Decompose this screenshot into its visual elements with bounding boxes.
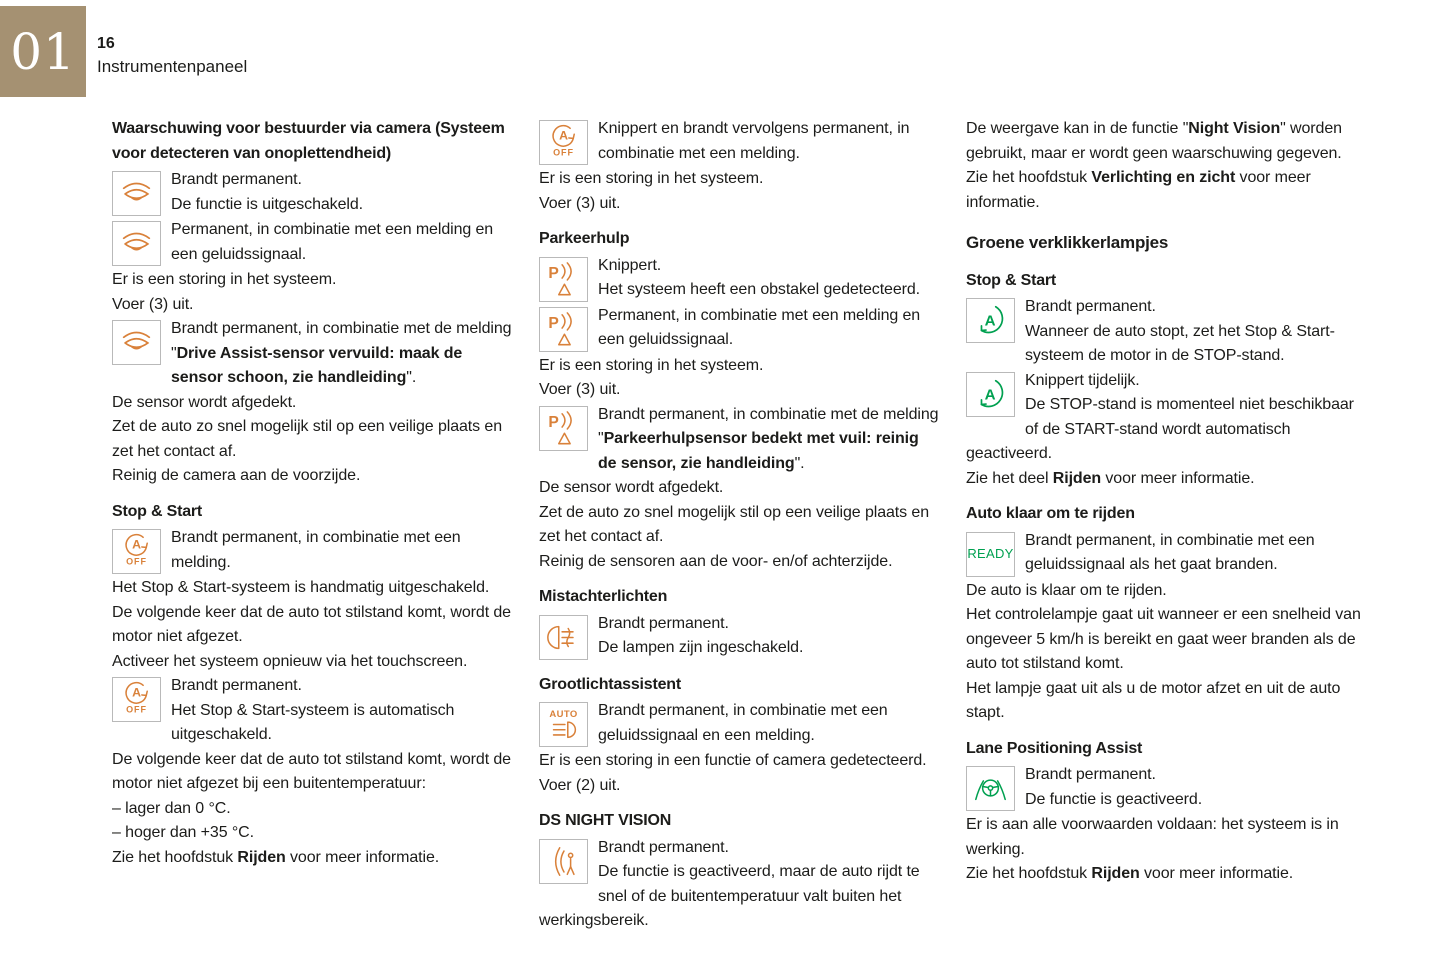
stop-start-green-icon [966,372,1015,417]
driver-attention-camera-icon [112,221,161,266]
page-content [112,117,1368,934]
stop-start-green-icon [966,298,1015,343]
driver-attention-camera-icon [112,320,161,365]
text-line: De functie is geactiveerd. [1025,790,1203,808]
page-section-title: Instrumentenpaneel [97,57,248,76]
indicator-block [966,529,1368,578]
text-line: De functie is geactiveerd, maar de auto rijdt te snel of de buitentemperatuur valt buiten het werkingsbereik. [539,863,920,929]
indicator-block [966,369,1368,467]
heading-lane-positioning-assist: Lane Positioning Assist [966,739,1143,757]
text-line: De lampen zijn ingeschakeld. [598,639,804,656]
text-line: Brandt permanent, in combinatie met een melding. [171,529,461,571]
paragraph: Zet de auto zo snel mogelijk stil op een veilige plaats en zet het contact af. [112,418,502,460]
heading-high-beam-assist: Grootlichtassistent [539,675,682,693]
indicator-block [966,295,1368,369]
text: Zie het hoofdstuk [966,865,1092,882]
paragraph: Er is een storing in een functie of camera gedetecteerd. [539,752,927,769]
chapter-reference: Rijden [1091,865,1140,882]
indicator-block [539,403,941,477]
indicator-block [539,117,941,166]
text-line: Brandt permanent. [1025,766,1156,783]
indicator-description [539,836,941,934]
chapter-reference: Rijden [1052,469,1102,487]
stop-start-off-icon [112,677,161,722]
indicator-description [966,295,1368,369]
heading-ready-to-drive: Auto klaar om te rijden [966,505,1135,522]
indicator-block [966,763,1368,812]
paragraph [966,117,1368,166]
heading-ds-night-vision: DS NIGHT VISION [539,812,672,829]
paragraph [112,846,514,871]
text: voor meer informatie. [1139,865,1294,882]
text-line: Brandt permanent. [171,677,302,694]
parking-assist-icon [539,307,588,352]
text: ". [794,454,805,472]
indicator-description [539,612,941,661]
indicator-block [539,836,941,934]
chapter-reference: Verlichting en zicht [1091,169,1236,186]
paragraph: Er is aan alle voorwaarden voldaan: het systeem is in werking. [966,816,1339,858]
paragraph: Het Stop & Start-systeem is handmatig uitgeschakeld. [112,579,490,596]
text: Brandt permanent, in combinatie met de melding " [171,320,512,362]
paragraph: De auto is klaar om te rijden. [966,581,1167,599]
paragraph [966,166,1368,215]
heading-parking-assist: Parkeerhulp [539,230,630,247]
driver-attention-camera-icon [112,171,161,216]
indicator-block [539,612,941,661]
auto-high-beam-icon [539,702,588,747]
indicator-block [539,254,941,303]
paragraph: De volgende keer dat de auto tot stilstand komt, wordt de motor niet afgezet bij een buitentemperatuur: [112,750,511,792]
text: voor meer informatie. [1101,469,1255,487]
indicator-description [112,218,514,267]
paragraph: Er is een storing in het systeem. [539,356,764,374]
paragraph: De sensor wordt afgedekt. [112,393,297,411]
warning-message-text: Drive Assist-sensor vervuild: maak de sensor schoon, zie handleiding [171,344,463,386]
text: Zie het hoofdstuk [966,169,1092,186]
text-line: Brandt permanent, in combinatie met een geluidssignaal als het gaat branden. [1025,531,1315,573]
paragraph: Het controlelampje gaat uit wanneer er een snelheid van ongeveer 5 km/h is bereikt en gaat weer branden als de auto tot stilstand komt. [966,606,1361,672]
parking-assist-icon [539,406,588,451]
indicator-description [539,254,941,303]
text-line: Wanneer de auto stopt, zet het Stop & Start-systeem de motor in de STOP-stand. [1025,322,1335,364]
indicator-description [539,699,941,748]
indicator-description [112,526,514,575]
text-line: De STOP-stand is momenteel niet beschikbaar of de START-stand wordt automatisch geactiveerd. [966,396,1354,462]
indicator-block [112,218,514,267]
indicator-block [112,526,514,575]
lane-positioning-assist-icon [966,766,1015,811]
stop-start-off-icon [112,529,161,574]
indicator-description [539,304,941,353]
heading-stop-start: Stop & Start [112,502,203,520]
text: Brandt permanent, in combinatie met de melding " [598,405,939,447]
page-number: 16 [97,35,115,52]
paragraph: Er is een storing in het systeem. [539,170,764,187]
warning-message-text: Parkeerhulpsensor bedekt met vuil: reinig de sensor, zie handleiding [598,430,919,472]
paragraph [966,467,1368,492]
text-line: Brandt permanent, in combinatie met een geluidssignaal en een melding. [598,702,888,744]
paragraph: Het lampje gaat uit als u de motor afzet en uit de auto stapt. [966,679,1341,721]
heading-driver-attention-warning: Waarschuwing voor bestuurder via camera (Systeem voor detecteren van onoplettendheid) [112,120,505,162]
text: voor meer informatie. [285,848,440,866]
stop-start-off-icon [539,120,588,165]
heading-stop-start-green: Stop & Start [966,271,1057,289]
paragraph: Voer (3) uit. [112,295,194,313]
heading-rear-fog-lights: Mistachterlichten [539,588,668,605]
paragraph: Voer (3) uit. [539,194,621,212]
text: Zie het hoofdstuk [112,848,238,866]
rear-fog-light-icon [539,615,588,660]
ready-icon [966,532,1015,577]
text-line: Het Stop & Start-systeem is automatisch uitgeschakeld. [171,701,455,743]
paragraph: Reinig de sensoren aan de voor- en/of achterzijde. [539,552,893,570]
section-heading-green-indicators: Groene verklikkerlampjes [966,233,1169,252]
text: Zie het deel [966,469,1053,487]
indicator-description [966,369,1368,467]
text-line: Het systeem heeft een obstakel gedetecteerd. [598,281,921,298]
list-item: – hoger dan +35 °C. [112,824,254,841]
column-1 [112,117,514,934]
text: De weergave kan in de functie " [966,120,1189,137]
text-line: Permanent, in combinatie met een melding en een geluidssignaal. [598,306,921,348]
chapter-reference: Rijden [237,848,286,866]
indicator-description [539,403,941,477]
parking-assist-icon [539,257,588,302]
paragraph [966,862,1368,887]
text: " worden gebruikt, maar er wordt geen waarschuwing gegeven. [966,120,1342,162]
text-line: Brandt permanent. [598,838,729,856]
column-3 [966,117,1368,934]
indicator-block [112,674,514,748]
indicator-block [112,168,514,217]
text-line: Brandt permanent. [171,171,302,188]
indicator-description [112,168,514,217]
text-line: Permanent, in combinatie met een melding en een geluidssignaal. [171,221,494,263]
list-item: – lager dan 0 °C. [112,799,231,817]
indicator-description [112,674,514,748]
paragraph: Zet de auto zo snel mogelijk stil op een veilige plaats en zet het contact af. [539,503,929,545]
indicator-description [539,117,941,166]
indicator-block [112,317,514,391]
indicator-description [966,763,1368,812]
indicator-block [539,699,941,748]
ready-icon-label: READY [967,545,1014,561]
paragraph: Activeer het systeem opnieuw via het touchscreen. [112,652,468,670]
text: voor meer informatie. [966,169,1311,211]
indicator-description [112,317,514,391]
text: ". [406,369,417,386]
function-reference: Night Vision [1188,120,1281,137]
text-line: De functie is uitgeschakeld. [171,195,363,213]
text-line: Brandt permanent. [1025,298,1156,315]
text-line: Brandt permanent. [598,614,729,632]
paragraph: Reinig de camera aan de voorzijde. [112,467,361,484]
paragraph: Voer (2) uit. [539,776,621,794]
paragraph: De sensor wordt afgedekt. [539,479,724,496]
column-2 [539,117,941,934]
night-vision-icon [539,839,588,884]
paragraph: De volgende keer dat de auto tot stilstand komt, wordt de motor niet afgezet. [112,603,511,645]
paragraph: Voer (3) uit. [539,381,621,398]
text-line: Knippert. [598,256,662,274]
indicator-block [539,304,941,353]
paragraph: Er is een storing in het systeem. [112,271,337,288]
indicator-description [966,529,1368,578]
text-line: Knippert en brandt vervolgens permanent, in combinatie met een melding. [598,120,910,162]
chapter-number: 01 [0,6,86,97]
text-line: Knippert tijdelijk. [1025,371,1140,389]
page-header [97,35,247,77]
